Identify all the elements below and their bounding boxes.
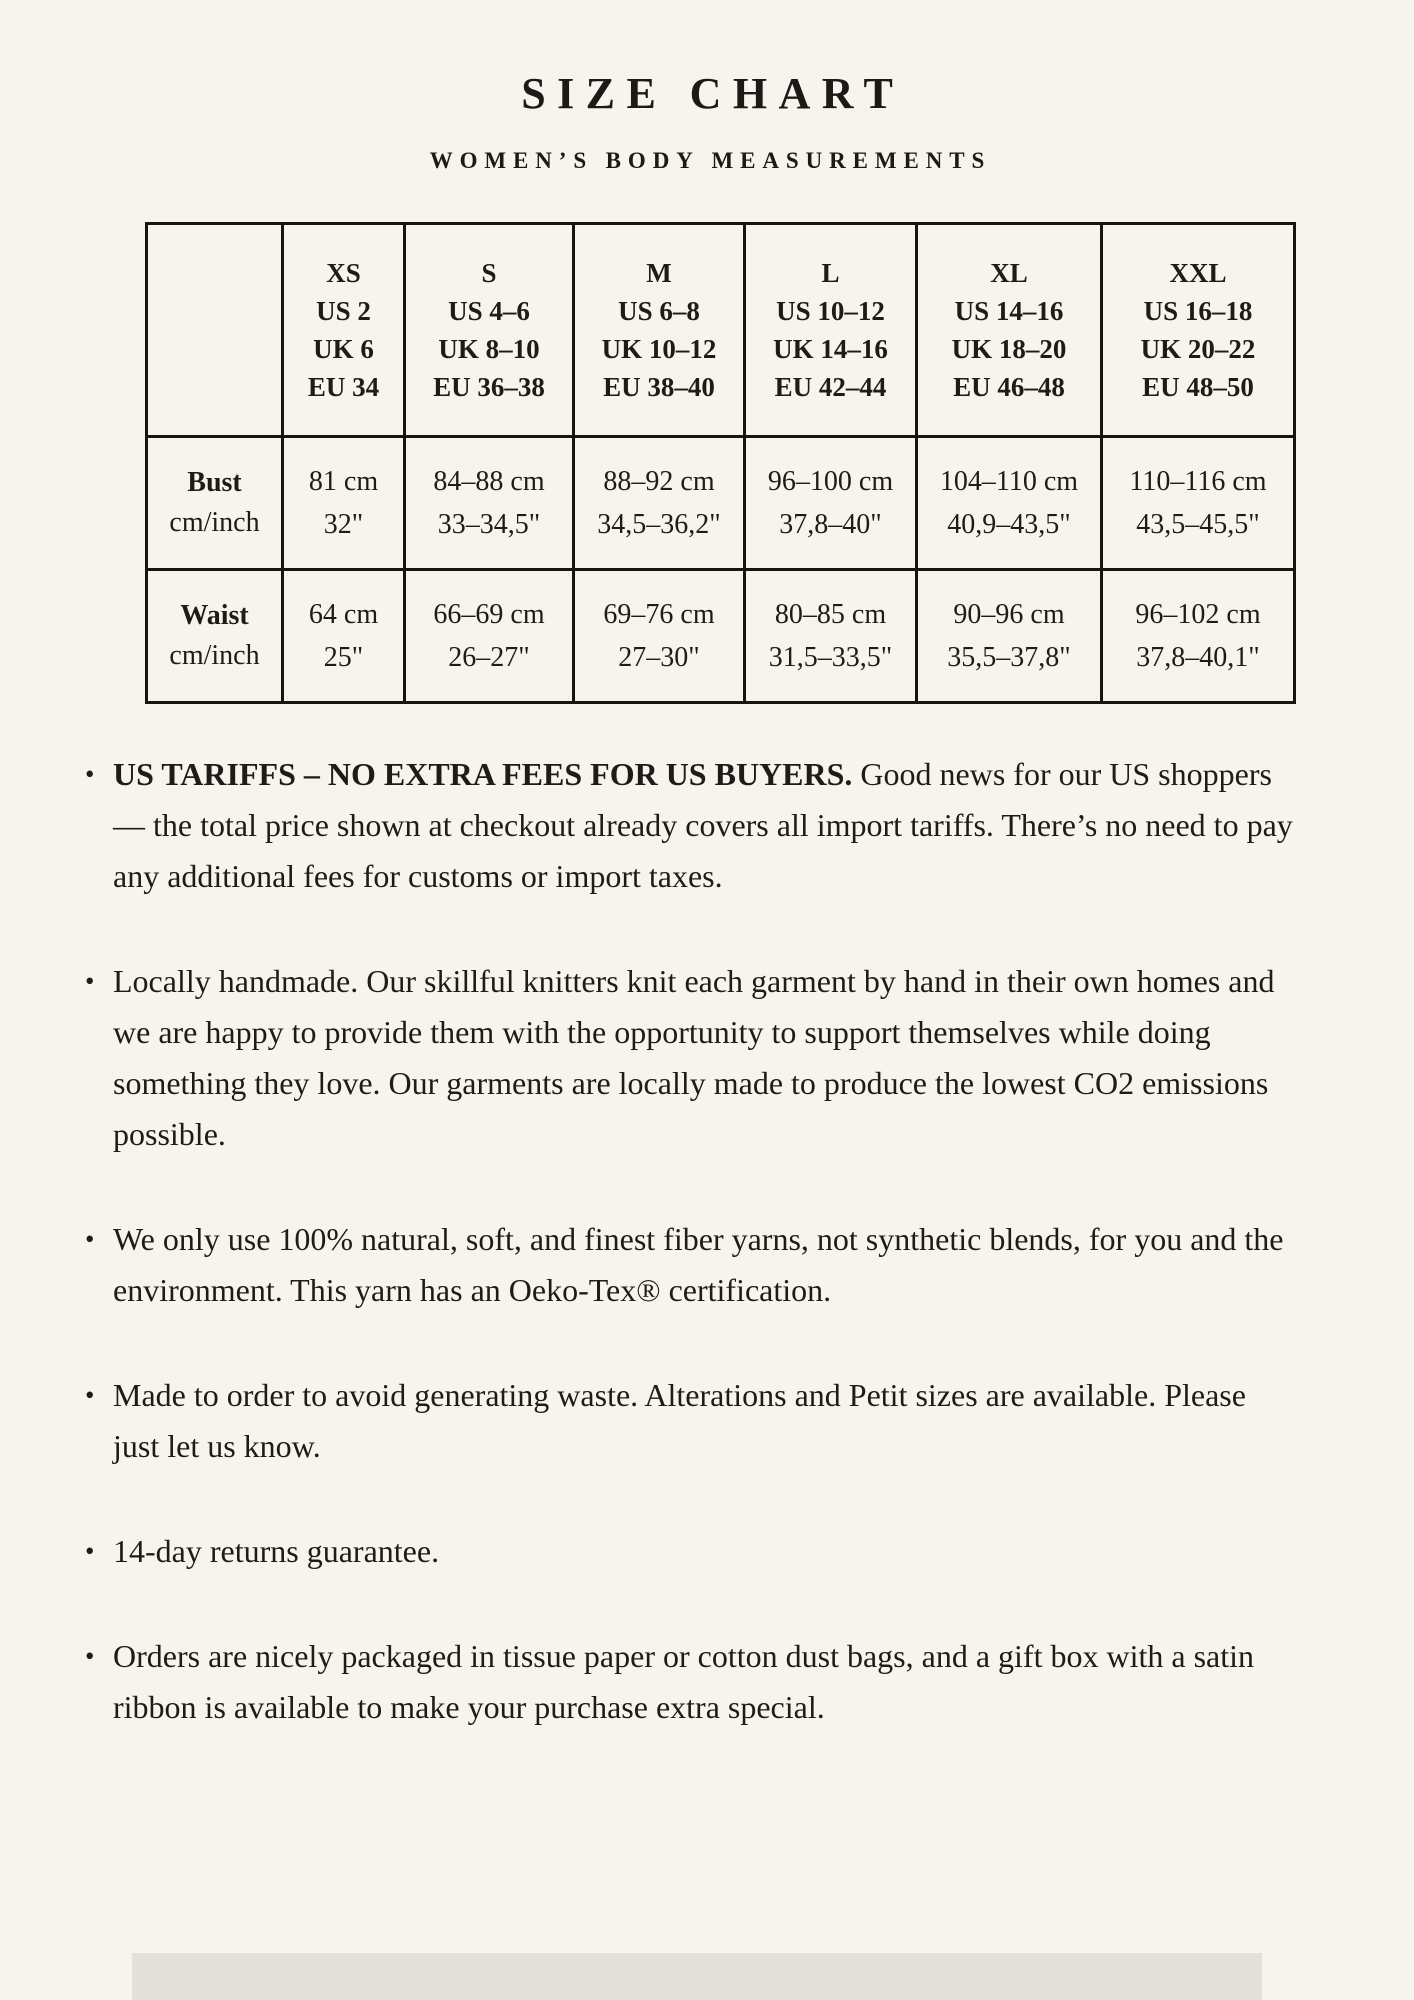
bust-cm: 84–88 cm xyxy=(433,466,545,497)
list-item-body: Made to order to avoid generating waste. Alterations and Petit sizes are available. Please just let us know. xyxy=(113,1377,1246,1464)
bust-cm: 104–110 cm xyxy=(939,466,1079,497)
list-item-text xyxy=(113,1214,1293,1316)
waist-inch: 35,5–37,8" xyxy=(947,642,1071,673)
waist-cell-s xyxy=(405,570,574,703)
list-item-lead: US TARIFFS – NO EXTRA FEES FOR US BUYERS. xyxy=(113,756,853,792)
bust-cm: 81 cm xyxy=(308,466,379,497)
us-size: US 16–18 xyxy=(1143,296,1253,326)
uk-size: UK 20–22 xyxy=(1140,334,1256,364)
waist-cell-xxl xyxy=(1102,570,1295,703)
waist-inch: 27–30" xyxy=(618,642,700,673)
waist-cm: 69–76 cm xyxy=(603,599,715,630)
info-bullet-list xyxy=(82,749,1293,1787)
size-label: M xyxy=(646,258,672,288)
bust-cell-xl xyxy=(917,437,1102,570)
column-header-m xyxy=(574,224,745,437)
waist-cm: 64 cm xyxy=(308,599,379,630)
waist-inch: 25" xyxy=(323,642,364,673)
bust-cell-l xyxy=(745,437,917,570)
column-header-xxl xyxy=(1102,224,1295,437)
bust-inch: 43,5–45,5" xyxy=(1136,509,1260,540)
measurement-label: Waist xyxy=(180,600,249,631)
bust-cm: 110–116 cm xyxy=(1129,466,1267,497)
bullet-point-icon: • xyxy=(85,1380,95,1410)
uk-size: UK 18–20 xyxy=(951,334,1067,364)
waist-cell-l xyxy=(745,570,917,703)
measurement-unit: cm/inch xyxy=(169,507,260,538)
bust-inch: 33–34,5" xyxy=(437,509,541,540)
list-item-text xyxy=(113,1631,1293,1733)
waist-inch: 31,5–33,5" xyxy=(768,642,893,673)
list-item-locally-handmade xyxy=(82,956,1293,1160)
waist-row-header xyxy=(147,570,283,703)
size-header-row xyxy=(147,224,1295,437)
waist-inch: 26–27" xyxy=(448,642,530,673)
size-label: XS xyxy=(326,258,361,288)
bust-inch: 37,8–40" xyxy=(779,509,882,540)
waist-cm: 80–85 cm xyxy=(774,599,887,630)
list-item-text xyxy=(113,749,1293,902)
eu-size: EU 46–48 xyxy=(953,372,1065,402)
list-item-text xyxy=(113,956,1293,1160)
size-label: S xyxy=(481,258,497,288)
size-label: XXL xyxy=(1169,258,1227,288)
uk-size: UK 10–12 xyxy=(601,334,717,364)
bust-cell-m xyxy=(574,437,745,570)
eu-size: EU 36–38 xyxy=(433,372,545,402)
eu-size: EU 42–44 xyxy=(774,372,887,402)
us-size: US 14–16 xyxy=(954,296,1064,326)
us-size: US 2 xyxy=(316,296,371,326)
us-size: US 4–6 xyxy=(448,296,530,326)
list-item-returns-guarantee xyxy=(82,1526,1293,1577)
list-item-made-to-order xyxy=(82,1370,1293,1472)
bust-cell-xxl xyxy=(1102,437,1295,570)
list-item-text xyxy=(113,1370,1293,1472)
eu-size: EU 38–40 xyxy=(603,372,715,402)
list-item-natural-yarns xyxy=(82,1214,1293,1316)
waist-row xyxy=(147,570,1295,703)
measurement-label: Bust xyxy=(187,467,242,498)
us-size: US 6–8 xyxy=(618,296,700,326)
column-header-s xyxy=(405,224,574,437)
waist-cm: 96–102 cm xyxy=(1135,599,1261,630)
bust-row-header xyxy=(147,437,283,570)
size-chart-table xyxy=(145,222,1296,704)
uk-size: UK 8–10 xyxy=(438,334,540,364)
uk-size: UK 14–16 xyxy=(773,334,888,364)
bust-inch: 40,9–43,5" xyxy=(947,509,1071,540)
list-item-body: We only use 100% natural, soft, and finest fiber yarns, not synthetic blends, for you and the environment. This yarn has an Oeko-Tex® certification. xyxy=(113,1221,1284,1308)
page-title: SIZE CHART xyxy=(521,69,905,118)
waist-cm: 90–96 cm xyxy=(953,599,1065,630)
list-item-text xyxy=(113,1526,1293,1577)
eu-size: EU 48–50 xyxy=(1142,372,1254,402)
size-label: XL xyxy=(990,258,1028,288)
bust-cm: 96–100 cm xyxy=(767,466,894,497)
column-header-xl xyxy=(917,224,1102,437)
bust-cell-s xyxy=(405,437,574,570)
list-item-us-tariffs xyxy=(82,749,1293,902)
list-item-body: Orders are nicely packaged in tissue paper or cotton dust bags, and a gift box with a satin ribbon is available to make your purchase extra special. xyxy=(113,1638,1254,1725)
column-header-l xyxy=(745,224,917,437)
bust-cell-xs xyxy=(283,437,405,570)
us-size: US 10–12 xyxy=(776,296,885,326)
bullet-point-icon: • xyxy=(85,759,95,789)
waist-cell-xs xyxy=(283,570,405,703)
corner-cell xyxy=(147,224,283,437)
bullet-point-icon: • xyxy=(85,1224,95,1254)
waist-cm: 66–69 cm xyxy=(433,599,545,630)
list-item-body: Locally handmade. Our skillful knitters knit each garment by hand in their own homes and we are happy to provide them with the opportunity to support themselves while doing something they love. Our garments are locally made to produce the lowest CO2 emissions possible. xyxy=(113,963,1275,1152)
list-item-body: Good news for our US shoppers — the total price shown at checkout already covers all import tariffs. There’s no need to pay any additional fees for customs or import taxes. xyxy=(113,756,1293,894)
bullet-point-icon: • xyxy=(85,1536,95,1566)
waist-cell-xl xyxy=(917,570,1102,703)
bust-row xyxy=(147,437,1295,570)
eu-size: EU 34 xyxy=(307,372,380,402)
bottom-photo-strip xyxy=(132,1953,1262,2000)
bullet-point-icon: • xyxy=(85,966,95,996)
size-label: L xyxy=(821,258,840,288)
measurement-unit: cm/inch xyxy=(169,640,260,671)
page-subtitle: WOMEN’S BODY MEASUREMENTS xyxy=(429,148,992,173)
bust-cm: 88–92 cm xyxy=(603,466,715,497)
column-header-xs xyxy=(283,224,405,437)
list-item-packaging xyxy=(82,1631,1293,1733)
bust-inch: 32" xyxy=(323,509,364,540)
bust-inch: 34,5–36,2" xyxy=(597,509,721,540)
list-item-body: 14-day returns guarantee. xyxy=(113,1533,440,1569)
bullet-point-icon: • xyxy=(85,1641,95,1671)
waist-cell-m xyxy=(574,570,745,703)
uk-size: UK 6 xyxy=(313,334,374,364)
waist-inch: 37,8–40,1" xyxy=(1136,642,1260,673)
